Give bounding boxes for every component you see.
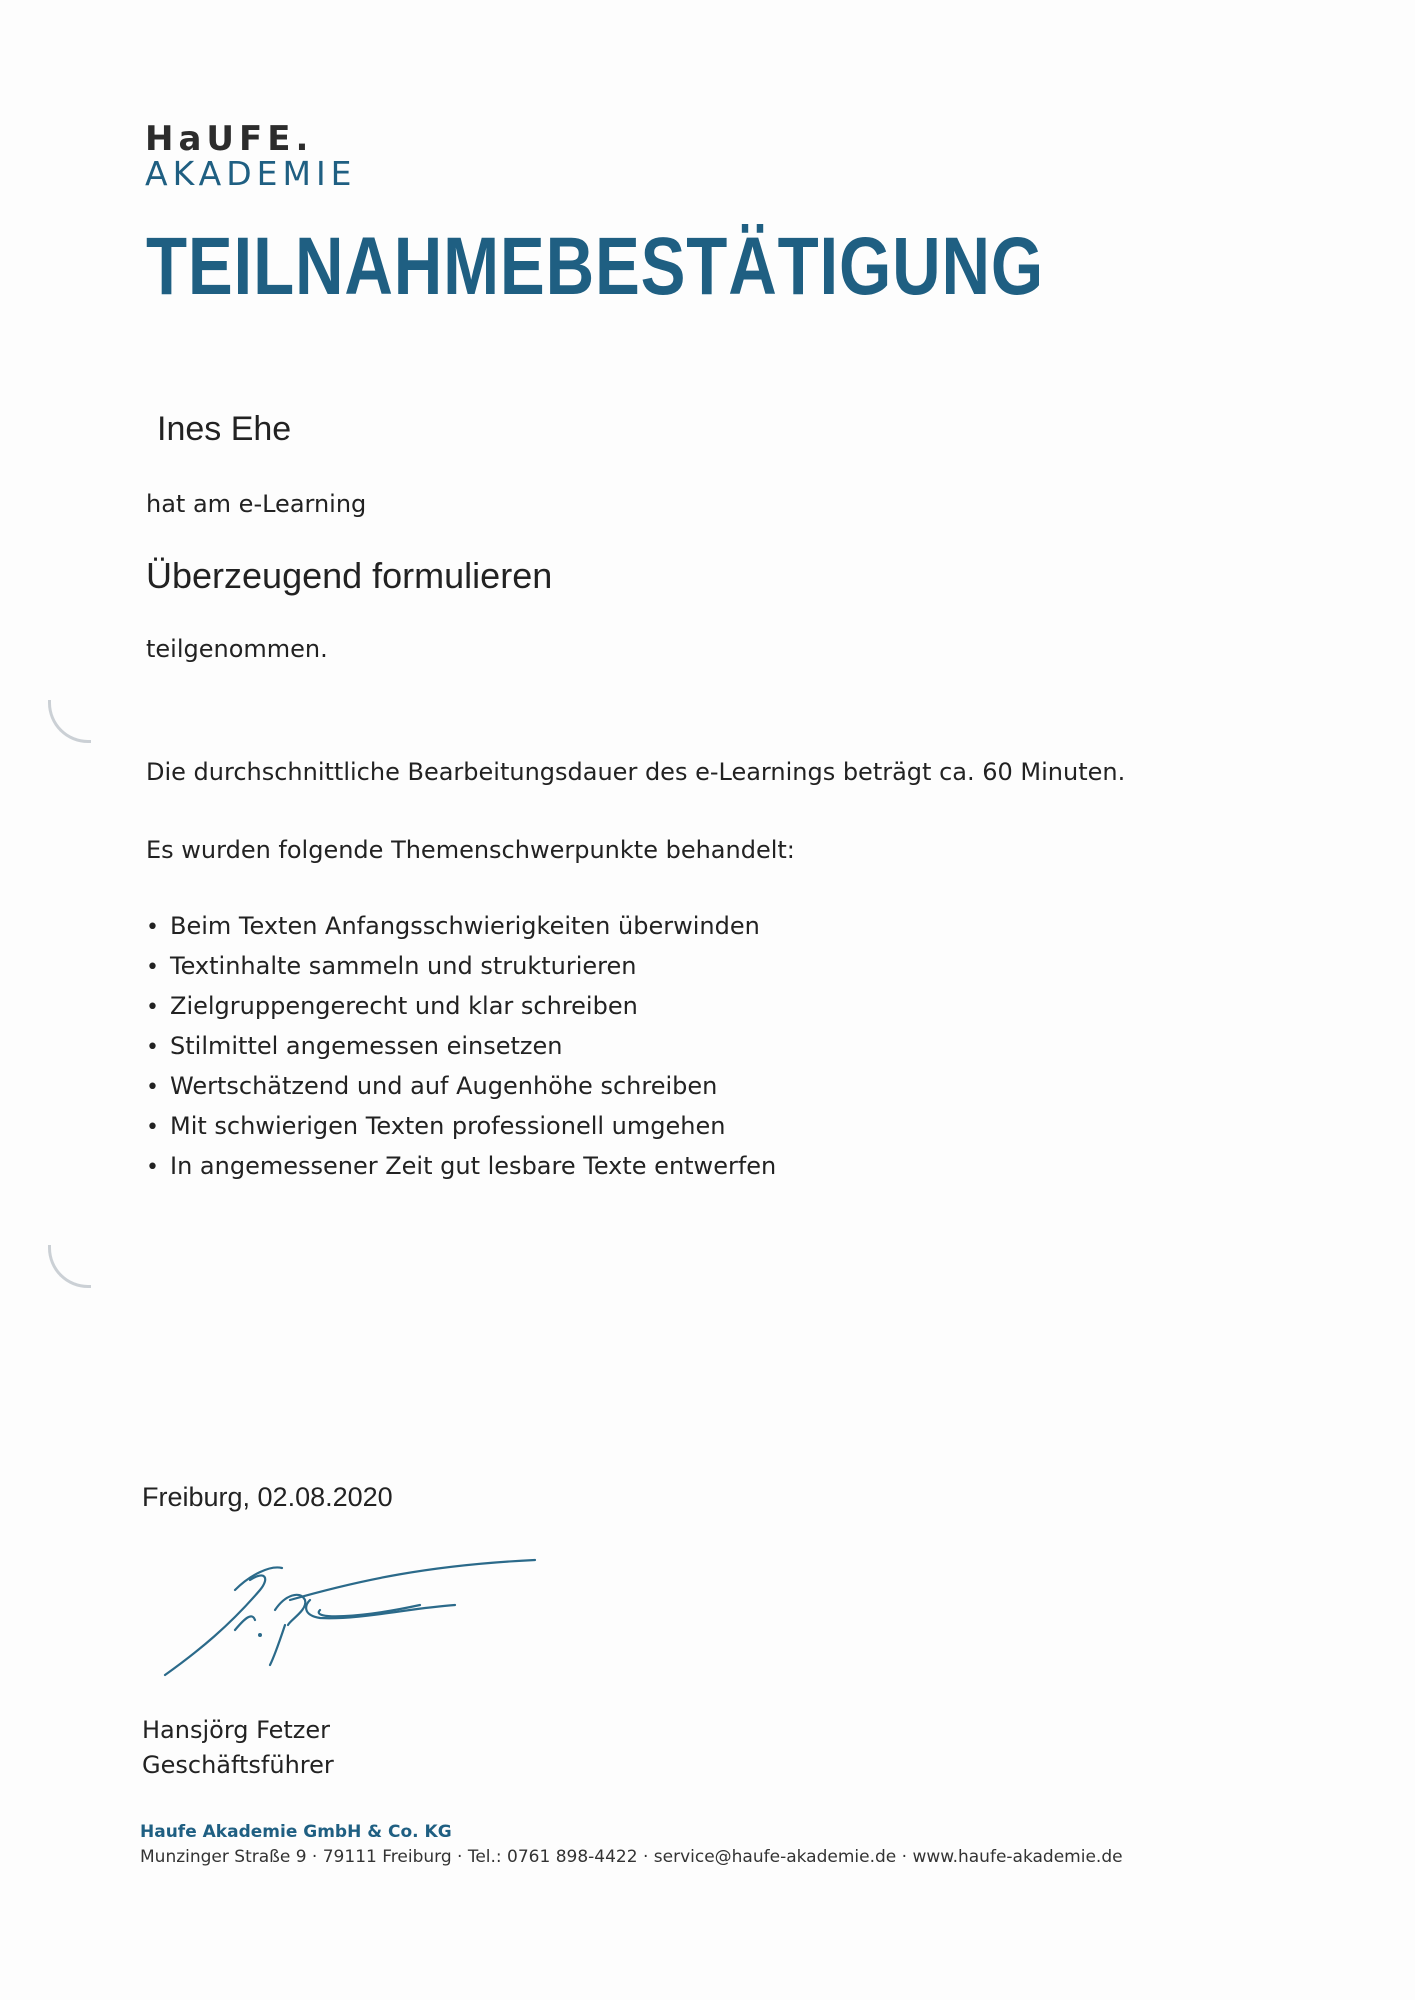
duration-text: Die durchschnittliche Bearbeitungsdauer des e-Learnings beträgt ca. 60 Minuten. [146,758,1126,786]
list-item: • Zielgruppengerecht und klar schreiben [146,988,776,1028]
participated-text: teilgenommen. [146,635,328,663]
footer-company: Haufe Akademie GmbH & Co. KG [140,1822,452,1842]
haufe-akademie-logo [145,119,357,193]
signer-block [142,1713,334,1783]
list-item: • Mit schwierigen Texten professionell umgehen [146,1108,776,1148]
intro-text: hat am e-Learning [146,490,367,518]
logo-haufe-text: HaUFE. [145,119,314,159]
list-item: • Textinhalte sammeln und strukturieren [146,948,776,988]
signer-name: Hansjörg Fetzer [142,1716,331,1744]
course-title: Überzeugend formulieren [146,555,553,596]
signature-image [160,1550,560,1680]
punch-hole-top [48,700,91,743]
participant-name: Ines Ehe [157,410,292,448]
footer-address: Munzinger Straße 9 · 79111 Freiburg · Tel.: 0761 898-4422 · service@haufe-akademie.de · www.haufe-akademie.de [140,1847,1123,1867]
list-item: • Beim Texten Anfangsschwierigkeiten überwinden [146,908,776,948]
list-item: • In angemessener Zeit gut lesbare Texte entwerfen [146,1148,776,1188]
topics-intro: Es wurden folgende Themenschwerpunkte behandelt: [146,836,795,864]
list-item: • Wertschätzend und auf Augenhöhe schreiben [146,1068,776,1108]
list-item: • Stilmittel angemessen einsetzen [146,1028,776,1068]
signer-role: Geschäftsführer [142,1751,334,1779]
page-title: TEILNAHMEBESTÄTIGUNG [146,221,1044,312]
logo-akademie-text: AKADEMIE [145,154,357,193]
topics-list [146,908,776,1188]
place-date: Freiburg, 02.08.2020 [142,1482,393,1512]
punch-hole-bottom [48,1245,91,1288]
footer [140,1820,1123,1870]
